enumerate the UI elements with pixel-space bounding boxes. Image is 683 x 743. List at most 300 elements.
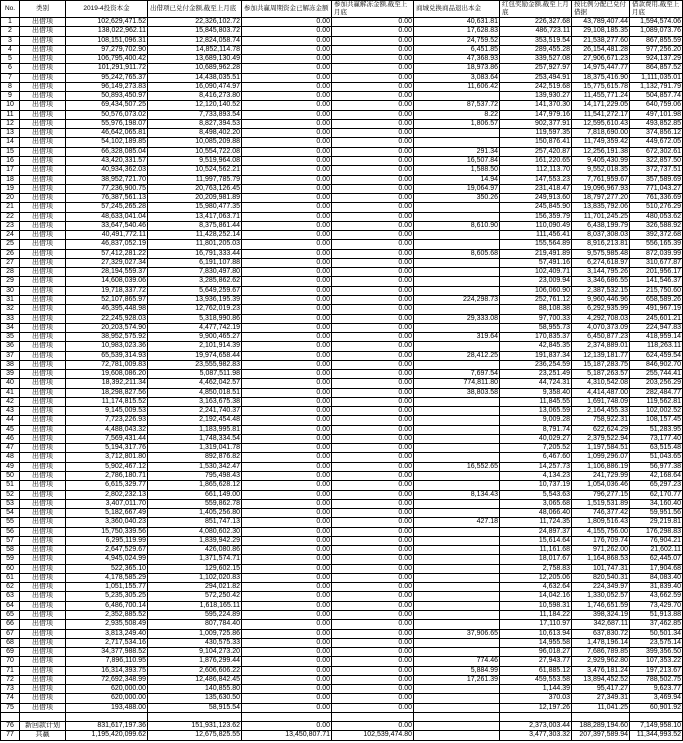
cell-no: 33 — [1, 315, 20, 324]
header-no-label: No. — [4, 5, 16, 13]
header-mall-exit — [414, 1, 500, 18]
cell-no: 62 — [1, 583, 20, 592]
cell-principal: 6,615,329.77 — [66, 481, 148, 490]
cell-no: 5 — [1, 55, 20, 64]
cell-category: 出借项 — [20, 630, 66, 639]
cell-category: 新回款计划 — [20, 722, 66, 731]
cell-loan-fee: 310,677.87 — [630, 259, 683, 268]
cell-principal: 4,945,024.99 — [66, 555, 148, 564]
cell-category: 出借项 — [20, 18, 66, 27]
cell-no: 51 — [1, 481, 20, 490]
header-category-label: 类别 — [36, 5, 49, 13]
cell-principal: 3,407,011.70 — [66, 500, 148, 509]
cell-loan-fee — [630, 713, 683, 722]
cell-no: 31 — [1, 296, 20, 305]
cell-red-packet: 253,494.91 — [500, 74, 572, 83]
cell-pro-rata: 224,349.97 — [572, 583, 630, 592]
cell-cycle-unfrozen: 0.00 — [242, 305, 332, 314]
cell-red-packet: 57,491.16 — [500, 259, 572, 268]
cell-loan-fee: 399,356.50 — [630, 648, 683, 657]
cell-red-packet: 147,553.23 — [500, 176, 572, 185]
cell-category: 出借项 — [20, 185, 66, 194]
cell-red-packet: 11,845.55 — [500, 398, 572, 407]
cell-loan-fee: 59,951.56 — [630, 509, 683, 518]
table-row — [1, 222, 683, 231]
cell-redeemed: 15,845,803.72 — [148, 27, 242, 36]
cell-mall-exit — [414, 639, 500, 648]
cell-mall-exit: 319.64 — [414, 333, 500, 342]
cell-mall-exit: 18,973.86 — [414, 64, 500, 73]
cell-mall-exit — [414, 138, 500, 147]
cell-redeemed: 11,801,205.03 — [148, 240, 242, 249]
cell-cycle-unfrozen: 0.00 — [242, 222, 332, 231]
cell-loan-fee: 119,562.81 — [630, 398, 683, 407]
cell-cycle-unfrozen: 0.00 — [242, 528, 332, 537]
cell-mall-exit: 774.46 — [414, 657, 500, 666]
cell-red-packet: 231,418.47 — [500, 185, 572, 194]
cell-no: 73 — [1, 685, 20, 694]
table-row — [1, 407, 683, 416]
cell-loan-fee: 29,219.81 — [630, 518, 683, 527]
cell-pro-rata: 746,377.42 — [572, 509, 630, 518]
cell-winwin-unfrozen: 0.00 — [332, 194, 414, 203]
cell-winwin-unfrozen: 0.00 — [332, 426, 414, 435]
cell-principal: 4,488,043.32 — [66, 426, 148, 435]
cell-principal: 138,022,962.11 — [66, 27, 148, 36]
cell-red-packet: 11,161.68 — [500, 546, 572, 555]
cell-pro-rata: 4,070,373.09 — [572, 324, 630, 333]
cell-no: 7 — [1, 74, 20, 83]
cell-red-packet: 161,220.65 — [500, 157, 572, 166]
table-row — [1, 444, 683, 453]
cell-loan-fee: 867,855.59 — [630, 37, 683, 46]
cell-winwin-unfrozen: 0.00 — [332, 574, 414, 583]
header-loan-fee-label: 借款费用,截至上月底 — [632, 1, 680, 16]
cell-redeemed: 20,763,126.45 — [148, 185, 242, 194]
cell-winwin-unfrozen: 0.00 — [332, 37, 414, 46]
cell-pro-rata: 1,106,886.19 — [572, 463, 630, 472]
cell-cycle-unfrozen: 0.00 — [242, 111, 332, 120]
table-row — [1, 194, 683, 203]
cell-red-packet: 155,564.89 — [500, 240, 572, 249]
cell-pro-rata: 13,835,792.06 — [572, 203, 630, 212]
cell-winwin-unfrozen: 0.00 — [332, 416, 414, 425]
summary-row — [1, 722, 683, 731]
cell-no: 2 — [1, 27, 20, 36]
cell-winwin-unfrozen: 0.00 — [332, 611, 414, 620]
cell-red-packet: 191,837.34 — [500, 352, 572, 361]
cell-cycle-unfrozen: 0.00 — [242, 407, 332, 416]
cell-pro-rata: 6,274,618.97 — [572, 259, 630, 268]
cell-mall-exit — [414, 620, 500, 629]
cell-mall-exit — [414, 268, 500, 277]
cell-redeemed: 5,649,259.67 — [148, 287, 242, 296]
cell-pro-rata: 13,894,452.52 — [572, 676, 630, 685]
cell-red-packet: 257,927.97 — [500, 64, 572, 73]
table-row — [1, 148, 683, 157]
cell-principal: 831,617,197.36 — [66, 722, 148, 731]
cell-category: 出借项 — [20, 574, 66, 583]
cell-pro-rata — [572, 713, 630, 722]
cell-principal: 18,392,211.34 — [66, 379, 148, 388]
cell-loan-fee: 846,902.70 — [630, 361, 683, 370]
cell-redeemed: 8,827,394.53 — [148, 120, 242, 129]
table-row — [1, 620, 683, 629]
cell-redeemed: 151,931,123.62 — [148, 722, 242, 731]
cell-category: 出借项 — [20, 259, 66, 268]
cell-principal: 1,051,155.77 — [66, 583, 148, 592]
cell-principal: 2,935,508.49 — [66, 620, 148, 629]
cell-category: 出借项 — [20, 694, 66, 703]
cell-pro-rata: 1,197,584.51 — [572, 444, 630, 453]
cell-winwin-unfrozen: 0.00 — [332, 555, 414, 564]
cell-mall-exit: 16,507.84 — [414, 157, 500, 166]
table-row — [1, 166, 683, 175]
cell-category: 出借项 — [20, 305, 66, 314]
cell-mall-exit — [414, 602, 500, 611]
cell-loan-fee: 672,302.61 — [630, 148, 683, 157]
cell-principal: 27,329,027.34 — [66, 259, 148, 268]
cell-winwin-unfrozen: 0.00 — [332, 18, 414, 27]
cell-no: 14 — [1, 138, 20, 147]
header-red-packet-label: 红包奖励金额,截至上月底 — [502, 1, 569, 16]
cell-principal: 50,893,450.97 — [66, 92, 148, 101]
cell-loan-fee: 255,744.41 — [630, 370, 683, 379]
cell-pro-rata: 9,960,446.96 — [572, 296, 630, 305]
cell-pro-rata: 7,686,789.85 — [572, 648, 630, 657]
table-row — [1, 685, 683, 694]
cell-loan-fee: 1,111,035.01 — [630, 74, 683, 83]
cell-mall-exit — [414, 342, 500, 351]
cell-principal: 5,194,317.76 — [66, 444, 148, 453]
cell-redeemed: 595,224.89 — [148, 611, 242, 620]
cell-pro-rata: 1,691,748.09 — [572, 398, 630, 407]
header-redeemed — [148, 1, 242, 18]
cell-category: 出借项 — [20, 500, 66, 509]
cell-mall-exit: 37,906.65 — [414, 630, 500, 639]
cell-loan-fee: 556,165.39 — [630, 240, 683, 249]
cell-mall-exit — [414, 277, 500, 286]
cell-no: 16 — [1, 157, 20, 166]
cell-winwin-unfrozen: 0.00 — [332, 694, 414, 703]
cell-red-packet: 141,370.30 — [500, 101, 572, 110]
cell-loan-fee: 624,459.54 — [630, 352, 683, 361]
table-row — [1, 583, 683, 592]
table-row — [1, 157, 683, 166]
cell-winwin-unfrozen: 0.00 — [332, 676, 414, 685]
cell-no: 35 — [1, 333, 20, 342]
table-row — [1, 92, 683, 101]
cell-red-packet: 139,930.27 — [500, 92, 572, 101]
table-row — [1, 287, 683, 296]
cell-no: 20 — [1, 194, 20, 203]
cell-principal: 2,647,529.67 — [66, 546, 148, 555]
cell-no: 24 — [1, 231, 20, 240]
cell-no: 52 — [1, 491, 20, 500]
cell-winwin-unfrozen: 0.00 — [332, 518, 414, 527]
cell-mall-exit — [414, 537, 500, 546]
cell-category: 出借项 — [20, 416, 66, 425]
cell-loan-fee: 118,263.11 — [630, 342, 683, 351]
cell-mall-exit: 24,759.52 — [414, 37, 500, 46]
cell-pro-rata: 3,346,686.55 — [572, 277, 630, 286]
cell-no: 64 — [1, 602, 20, 611]
cell-winwin-unfrozen: 0.00 — [332, 565, 414, 574]
cell-mall-exit — [414, 500, 500, 509]
cell-pro-rata: 11,455,771.24 — [572, 92, 630, 101]
cell-principal: 620,000.00 — [66, 685, 148, 694]
cell-cycle-unfrozen: 0.00 — [242, 37, 332, 46]
cell-winwin-unfrozen: 0.00 — [332, 685, 414, 694]
header-pro-rata — [572, 1, 630, 18]
cell-cycle-unfrozen: 0.00 — [242, 379, 332, 388]
cell-loan-fee: 37,462.85 — [630, 620, 683, 629]
cell-red-packet: 3,477,303.32 — [500, 731, 572, 740]
cell-red-packet: 11,724.35 — [500, 518, 572, 527]
cell-red-packet: 96,018.27 — [500, 648, 572, 657]
cell-no: 69 — [1, 648, 20, 657]
cell-principal: 2,717,534.16 — [66, 639, 148, 648]
table-row — [1, 389, 683, 398]
cell-cycle-unfrozen: 0.00 — [242, 694, 332, 703]
cell-principal: 97,279,702.90 — [66, 46, 148, 55]
cell-mall-exit — [414, 361, 500, 370]
cell-winwin-unfrozen: 0.00 — [332, 120, 414, 129]
cell-principal: 5,902,467.12 — [66, 463, 148, 472]
cell-loan-fee: 491,967.19 — [630, 305, 683, 314]
cell-redeemed: 1,865,628.12 — [148, 481, 242, 490]
cell-principal — [66, 713, 148, 722]
cell-no: 8 — [1, 83, 20, 92]
table-row — [1, 657, 683, 666]
header-principal-label: 2019-4投资本金 — [83, 5, 130, 13]
cell-category: 出借项 — [20, 250, 66, 259]
cell-category: 出借项 — [20, 491, 66, 500]
cell-winwin-unfrozen: 0.00 — [332, 370, 414, 379]
cell-redeemed: 892,876.82 — [148, 453, 242, 462]
cell-winwin-unfrozen: 0.00 — [332, 361, 414, 370]
cell-no: 18 — [1, 176, 20, 185]
cell-principal: 7,896,110.95 — [66, 657, 148, 666]
cell-cycle-unfrozen: 0.00 — [242, 583, 332, 592]
table-row — [1, 111, 683, 120]
cell-principal: 46,395,448.98 — [66, 305, 148, 314]
cell-loan-fee: 761,336.69 — [630, 194, 683, 203]
cell-loan-fee: 84,083.40 — [630, 574, 683, 583]
cell-winwin-unfrozen: 0.00 — [332, 250, 414, 259]
cell-redeemed: 9,900,465.27 — [148, 333, 242, 342]
cell-pro-rata: 12,139,181.77 — [572, 352, 630, 361]
cell-category: 出借项 — [20, 518, 66, 527]
cell-no: 19 — [1, 185, 20, 194]
cell-redeemed: 1,319,041.78 — [148, 444, 242, 453]
cell-mall-exit — [414, 416, 500, 425]
table-row — [1, 231, 683, 240]
cell-principal: 38,952,721.70 — [66, 176, 148, 185]
cell-red-packet: 1,144.39 — [500, 685, 572, 694]
cell-principal: 77,236,900.75 — [66, 185, 148, 194]
cell-pro-rata: 12,256,191.38 — [572, 148, 630, 157]
cell-red-packet: 102,409.71 — [500, 268, 572, 277]
table-row — [1, 370, 683, 379]
cell-mall-exit — [414, 444, 500, 453]
cell-red-packet: 459,553.58 — [500, 676, 572, 685]
table-row — [1, 268, 683, 277]
cell-cycle-unfrozen: 0.00 — [242, 240, 332, 249]
header-red-packet — [500, 1, 572, 18]
cell-principal: 52,107,865.97 — [66, 296, 148, 305]
cell-principal: 3,360,040.23 — [66, 518, 148, 527]
cell-cycle-unfrozen: 0.00 — [242, 685, 332, 694]
cell-red-packet: 12,197.26 — [500, 704, 572, 713]
cell-category: 出借项 — [20, 463, 66, 472]
cell-redeemed: 12,675,825.55 — [148, 731, 242, 740]
cell-cycle-unfrozen: 0.00 — [242, 491, 332, 500]
cell-mall-exit: 291.34 — [414, 148, 500, 157]
cell-winwin-unfrozen: 0.00 — [332, 342, 414, 351]
cell-principal: 10,983,023.36 — [66, 342, 148, 351]
cell-pro-rata: 5,187,263.57 — [572, 370, 630, 379]
cell-cycle-unfrozen: 0.00 — [242, 500, 332, 509]
cell-pro-rata: 11,749,359.42 — [572, 138, 630, 147]
cell-cycle-unfrozen: 0.00 — [242, 287, 332, 296]
table-row — [1, 18, 683, 27]
cell-winwin-unfrozen: 102,539,474.80 — [332, 731, 414, 740]
cell-loan-fee: 1,132,791.79 — [630, 83, 683, 92]
cell-no: 27 — [1, 259, 20, 268]
cell-category: 出借项 — [20, 111, 66, 120]
cell-category: 出借项 — [20, 435, 66, 444]
cell-loan-fee: 245,601.21 — [630, 315, 683, 324]
cell-redeemed: 572,250.42 — [148, 592, 242, 601]
cell-winwin-unfrozen: 0.00 — [332, 305, 414, 314]
table-row — [1, 435, 683, 444]
cell-red-packet: 249,913.60 — [500, 194, 572, 203]
cell-pro-rata: 29,108,185.35 — [572, 27, 630, 36]
table-row — [1, 27, 683, 36]
cell-redeemed: 1,748,334.54 — [148, 435, 242, 444]
cell-principal: 108,151,096.31 — [66, 37, 148, 46]
cell-winwin-unfrozen: 0.00 — [332, 101, 414, 110]
cell-principal: 43,420,331.57 — [66, 157, 148, 166]
cell-principal: 72,692,348.99 — [66, 676, 148, 685]
cell-category: 出借项 — [20, 74, 66, 83]
cell-principal: 72,781,009.83 — [66, 361, 148, 370]
cell-cycle-unfrozen: 0.00 — [242, 296, 332, 305]
cell-mall-exit — [414, 713, 500, 722]
cell-redeemed: 12,762,019.23 — [148, 305, 242, 314]
cell-mall-exit — [414, 407, 500, 416]
cell-principal: 40,491,772.11 — [66, 231, 148, 240]
cell-winwin-unfrozen: 0.00 — [332, 509, 414, 518]
table-row — [1, 426, 683, 435]
cell-loan-fee: 357,589.69 — [630, 176, 683, 185]
cell-cycle-unfrozen: 0.00 — [242, 46, 332, 55]
cell-cycle-unfrozen: 0.00 — [242, 231, 332, 240]
cell-mall-exit: 87,537.72 — [414, 101, 500, 110]
table-body — [1, 18, 683, 741]
cell-pro-rata: 26,154,481.28 — [572, 46, 630, 55]
cell-loan-fee: 924,137.29 — [630, 55, 683, 64]
cell-cycle-unfrozen: 0.00 — [242, 704, 332, 713]
table-row — [1, 176, 683, 185]
cell-category: 出借项 — [20, 565, 66, 574]
cell-cycle-unfrozen: 0.00 — [242, 203, 332, 212]
header-row — [1, 1, 683, 18]
table-row — [1, 639, 683, 648]
cell-category: 出借项 — [20, 101, 66, 110]
cell-loan-fee: 42,168.64 — [630, 472, 683, 481]
cell-category: 出借项 — [20, 203, 66, 212]
cell-redeemed: 1,839,942.29 — [148, 537, 242, 546]
cell-principal: 69,434,507.25 — [66, 101, 148, 110]
cell-category: 出借项 — [20, 453, 66, 462]
cell-category: 出借项 — [20, 268, 66, 277]
table-row — [1, 138, 683, 147]
cell-mall-exit: 427.18 — [414, 518, 500, 527]
cell-cycle-unfrozen: 0.00 — [242, 148, 332, 157]
cell-redeemed: 559,862.78 — [148, 500, 242, 509]
cell-pro-rata: 1,054,036.46 — [572, 481, 630, 490]
cell-category: 出借项 — [20, 509, 66, 518]
cell-no: 22 — [1, 213, 20, 222]
cell-category: 出借项 — [20, 555, 66, 564]
cell-red-packet: 2,758.83 — [500, 565, 572, 574]
cell-redeemed: 7,733,893.54 — [148, 111, 242, 120]
cell-pro-rata: 2,929,962.80 — [572, 657, 630, 666]
table-row — [1, 537, 683, 546]
cell-mall-exit: 8,605.68 — [414, 250, 500, 259]
cell-redeemed: 5,087,511.98 — [148, 370, 242, 379]
cell-category: 出借项 — [20, 398, 66, 407]
cell-category: 出借项 — [20, 602, 66, 611]
cell-mall-exit — [414, 546, 500, 555]
cell-pro-rata: 7,818,690.00 — [572, 129, 630, 138]
cell-principal: 522,365.10 — [66, 565, 148, 574]
cell-loan-fee: 76,904.21 — [630, 537, 683, 546]
cell-principal: 11,174,815.52 — [66, 398, 148, 407]
cell-principal: 40,934,362.03 — [66, 166, 148, 175]
cell-mall-exit — [414, 203, 500, 212]
cell-principal: 96,149,273.83 — [66, 83, 148, 92]
cell-cycle-unfrozen: 0.00 — [242, 426, 332, 435]
cell-category: 出借项 — [20, 704, 66, 713]
table-row — [1, 528, 683, 537]
cell-red-packet: 9,358.40 — [500, 389, 572, 398]
table-row — [1, 398, 683, 407]
cell-principal: 19,608,086.20 — [66, 370, 148, 379]
cell-mall-exit — [414, 398, 500, 407]
cell-cycle-unfrozen: 0.00 — [242, 639, 332, 648]
cell-mall-exit: 1,588.50 — [414, 166, 500, 175]
cell-category: 出借项 — [20, 157, 66, 166]
table-row — [1, 602, 683, 611]
cell-principal: 6,295,119.99 — [66, 537, 148, 546]
cell-red-packet: 18,017.67 — [500, 555, 572, 564]
cell-pro-rata: 398,324.19 — [572, 611, 630, 620]
cell-no: 72 — [1, 676, 20, 685]
cell-pro-rata: 43,789,407.44 — [572, 18, 630, 27]
cell-no: 17 — [1, 166, 20, 175]
cell-cycle-unfrozen: 0.00 — [242, 398, 332, 407]
cell-loan-fee: 62,170.77 — [630, 491, 683, 500]
cell-pro-rata: 971,262.00 — [572, 546, 630, 555]
cell-mall-exit — [414, 240, 500, 249]
cell-principal: 76,387,561.13 — [66, 194, 148, 203]
cell-redeemed: 1,530,342.47 — [148, 463, 242, 472]
cell-red-packet: 5,543.63 — [500, 491, 572, 500]
cell-red-packet: 15,614.64 — [500, 537, 572, 546]
